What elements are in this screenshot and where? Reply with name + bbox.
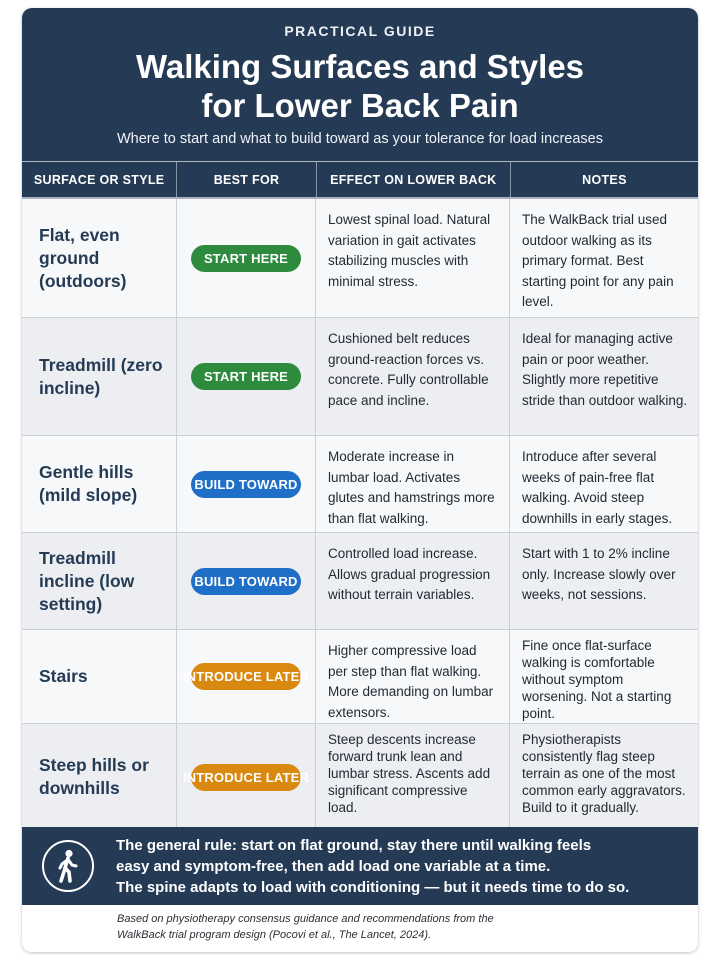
introduce-later-badge: INTRODUCE LATER: [191, 764, 301, 791]
notes-cell: Fine once flat-surface walking is comfortable without symptom worsening. Not a starting point.: [522, 638, 672, 721]
column-header-surface: SURFACE OR STYLE: [22, 162, 177, 197]
rule-line-2: easy and symptom-free, then add load one variable at a time.: [116, 857, 551, 875]
rule-line-3: The spine adapts to load with conditioning — but it needs time to do so.: [116, 878, 630, 896]
notes-cell: Physiotherapists consistently flag steep terrain as one of the most common early aggravators. Build to it gradually.: [522, 732, 686, 815]
general-rule-banner: [22, 827, 698, 905]
best-for-cell: [177, 436, 316, 532]
table-row: [22, 533, 698, 630]
guide-card: [22, 8, 698, 952]
notes-cell: The WalkBack trial used outdoor walking as its primary format. Best starting point for any pain level.: [522, 212, 674, 309]
surface-cell: Treadmill (zero incline): [22, 318, 177, 435]
kicker: PRACTICAL GUIDE: [284, 23, 436, 39]
surface-cell: Gentle hills (mild slope): [22, 436, 177, 532]
source-line-1: Based on physiotherapy consensus guidance and recommendations from the: [117, 913, 494, 925]
notes-cell: Introduce after several weeks of pain-free flat walking. Avoid steep downhills in early stages.: [522, 449, 673, 526]
effect-cell: Moderate increase in lumbar load. Activates glutes and hamstrings more than flat walking.: [316, 436, 510, 532]
column-header-effect: EFFECT ON LOWER BACK: [317, 162, 511, 197]
table-row: [22, 630, 698, 724]
best-for-cell: [177, 724, 316, 830]
column-header-best-for: BEST FOR: [177, 162, 316, 197]
header: [22, 8, 698, 162]
build-toward-badge: BUILD TOWARD: [191, 568, 301, 595]
best-for-cell: [177, 630, 316, 723]
title-line-2: for Lower Back Pain: [201, 87, 519, 124]
table-header: [22, 162, 698, 199]
start-here-badge: START HERE: [191, 245, 301, 272]
title-line-1: Walking Surfaces and Styles: [135, 48, 585, 85]
effect-cell: Higher compressive load per step than flat walking. More demanding on lumbar extensors.: [316, 630, 510, 723]
surface-cell: Steep hills or downhills: [22, 724, 177, 830]
effect-cell: Controlled load increase. Allows gradual progression without terrain variables.: [316, 533, 510, 629]
table-row: [22, 318, 698, 436]
build-toward-badge: BUILD TOWARD: [191, 471, 301, 498]
column-header-notes: NOTES: [582, 172, 627, 187]
surface-cell: Flat, even ground (outdoors): [22, 199, 177, 317]
walking-person-icon: [42, 840, 94, 892]
surface-cell: Treadmill incline (low setting): [22, 533, 177, 629]
notes-cell: Ideal for managing active pain or poor weather. Slightly more repetitive stride than outdoor walking.: [522, 331, 688, 408]
effect-cell: Cushioned belt reduces ground-reaction forces vs. concrete. Fully controllable pace and incline.: [316, 318, 510, 435]
rule-line-1: The general rule: start on flat ground, stay there until walking feels: [116, 836, 592, 854]
source-line-2: WalkBack trial program design (Pocovi et al., The Lancet, 2024).: [117, 928, 432, 941]
table-row: [22, 436, 698, 533]
table-row: [22, 199, 698, 318]
best-for-cell: [177, 533, 316, 629]
effect-cell: Lowest spinal load. Natural variation in gait activates stabilizing muscles with minimal stress.: [316, 199, 510, 317]
table-row: [22, 724, 698, 830]
surface-cell: Stairs: [22, 630, 177, 723]
best-for-cell: [177, 199, 316, 317]
source-citation: [22, 905, 698, 952]
effect-cell: Steep descents increase forward trunk lean and lumbar stress. Ascents add significant compressive load.: [316, 724, 510, 830]
start-here-badge: START HERE: [191, 363, 301, 390]
introduce-later-badge: INTRODUCE LATER: [191, 663, 301, 690]
best-for-cell: [177, 318, 316, 435]
general-rule-text: [116, 835, 629, 898]
notes-cell: Start with 1 to 2% incline only. Increase slowly over weeks, not sessions.: [522, 546, 676, 602]
page-title: [22, 47, 698, 125]
subtitle: Where to start and what to build toward as your tolerance for load increases: [116, 131, 603, 147]
